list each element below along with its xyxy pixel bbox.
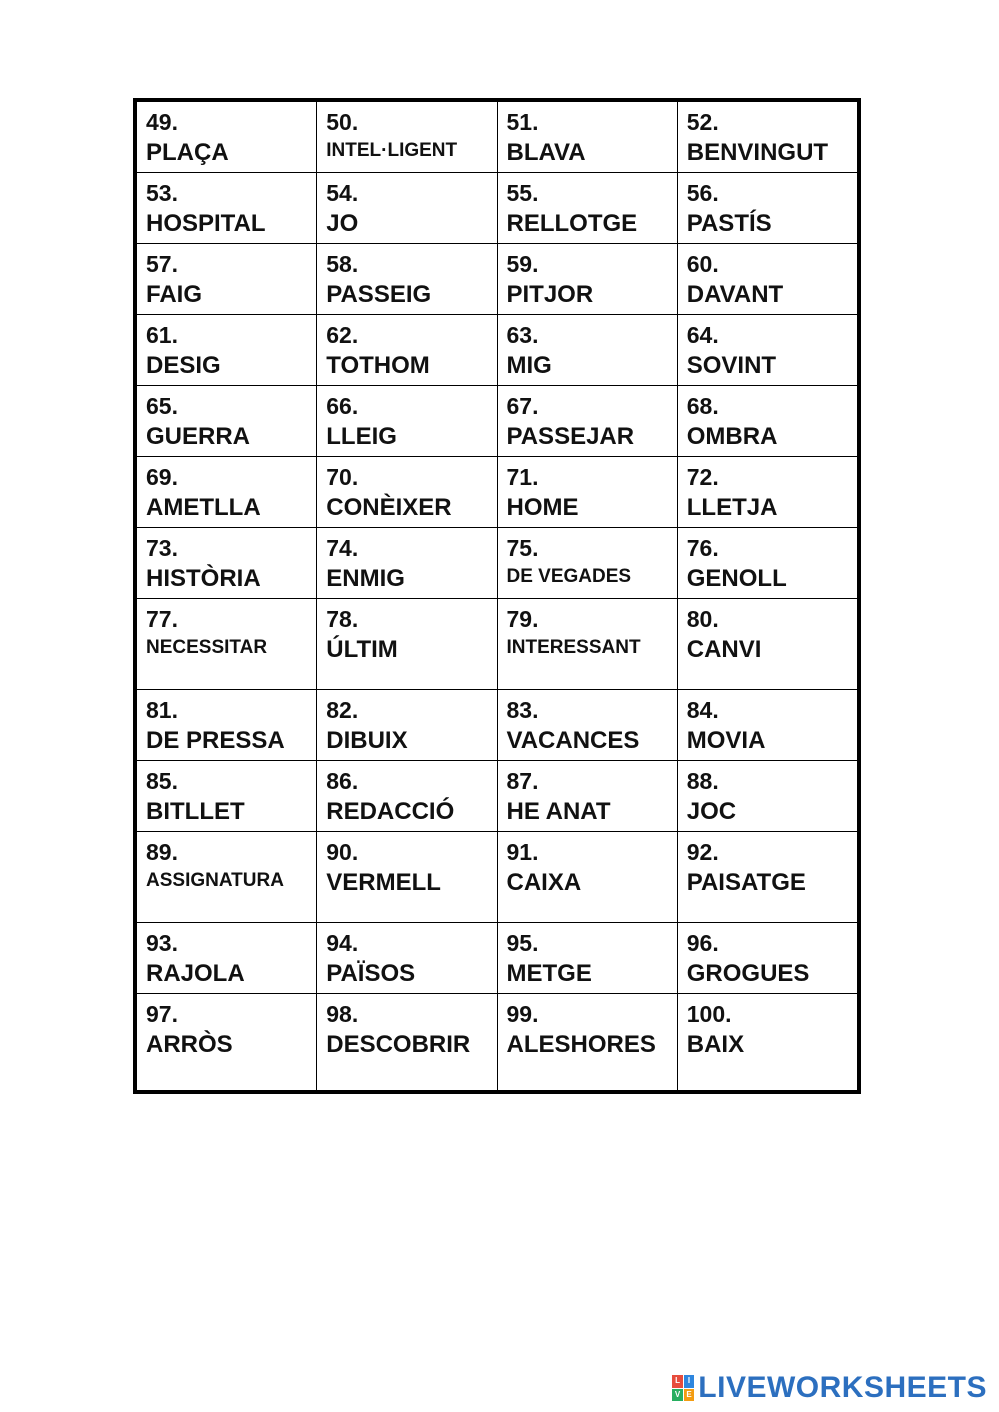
word-cell xyxy=(137,102,317,173)
word-cell xyxy=(137,994,317,1091)
word-number: 96. xyxy=(686,930,719,956)
word-cell xyxy=(317,599,497,690)
word-cell xyxy=(317,102,497,173)
word-number: 81. xyxy=(146,697,178,723)
word-text: HISTÒRIA xyxy=(146,565,261,592)
word-number: 82. xyxy=(326,697,359,723)
word-cell xyxy=(317,994,497,1091)
word-text: BENVINGUT xyxy=(686,139,829,166)
word-cell xyxy=(137,528,317,599)
word-cell xyxy=(317,244,497,315)
word-number: 56. xyxy=(686,180,719,206)
word-table-body xyxy=(137,102,858,1091)
word-number: 60. xyxy=(686,251,719,277)
word-text: DESCOBRIR xyxy=(326,1031,471,1058)
word-number: 97. xyxy=(146,1001,178,1027)
word-number: 98. xyxy=(326,1001,359,1027)
word-number: 63. xyxy=(506,322,539,348)
word-cell xyxy=(317,173,497,244)
table-row xyxy=(137,315,858,386)
word-text: FAIG xyxy=(146,281,203,308)
word-number: 59. xyxy=(506,251,539,277)
word-text: BAIX xyxy=(686,1031,745,1058)
word-text: SOVINT xyxy=(686,352,777,379)
word-cell xyxy=(497,244,677,315)
word-number: 99. xyxy=(506,1001,539,1027)
word-cell xyxy=(497,923,677,994)
word-number: 86. xyxy=(326,768,359,794)
word-text: CANVI xyxy=(686,636,762,663)
word-cell xyxy=(677,690,857,761)
word-number: 65. xyxy=(146,393,178,419)
word-cell xyxy=(497,528,677,599)
word-cell xyxy=(677,386,857,457)
table-row xyxy=(137,690,858,761)
word-cell xyxy=(677,457,857,528)
word-number: 93. xyxy=(146,930,178,956)
word-cell xyxy=(137,386,317,457)
word-cell xyxy=(317,761,497,832)
word-cell xyxy=(497,994,677,1091)
word-text: CONÈIXER xyxy=(326,494,452,521)
word-cell xyxy=(317,690,497,761)
logo-letter: V xyxy=(672,1389,683,1402)
word-text: ENMIG xyxy=(326,565,405,592)
word-number: 52. xyxy=(686,109,719,135)
word-text: RAJOLA xyxy=(146,960,245,987)
word-number: 69. xyxy=(146,464,178,490)
table-row xyxy=(137,173,858,244)
word-cell xyxy=(677,832,857,923)
word-number: 78. xyxy=(326,606,359,632)
word-text: LLETJA xyxy=(686,494,778,521)
word-number: 53. xyxy=(146,180,178,206)
word-number: 66. xyxy=(326,393,359,419)
word-text: TOTHOM xyxy=(326,352,430,379)
word-number: 61. xyxy=(146,322,178,348)
liveworksheets-logo-icon xyxy=(672,1375,694,1401)
word-text: VACANCES xyxy=(506,727,640,754)
table-row xyxy=(137,244,858,315)
word-cell xyxy=(137,832,317,923)
word-number: 76. xyxy=(686,535,719,561)
word-number: 72. xyxy=(686,464,719,490)
word-cell xyxy=(497,386,677,457)
word-number: 75. xyxy=(506,535,539,561)
word-text: INTERESSANT xyxy=(506,637,641,658)
word-text: PAÏSOS xyxy=(326,960,416,987)
word-cell xyxy=(497,102,677,173)
word-number: 89. xyxy=(146,839,178,865)
word-cell xyxy=(317,386,497,457)
word-text: JO xyxy=(326,210,359,237)
word-cell xyxy=(677,761,857,832)
logo-letter: L xyxy=(672,1375,683,1388)
word-cell xyxy=(317,315,497,386)
word-text: PASTÍS xyxy=(686,210,772,237)
word-text: NECESSITAR xyxy=(146,637,268,658)
table-row xyxy=(137,923,858,994)
word-number: 88. xyxy=(686,768,719,794)
word-text: DAVANT xyxy=(686,281,784,308)
word-text: PLAÇA xyxy=(146,139,229,166)
word-text: ÚLTIM xyxy=(326,636,398,663)
word-text: ALESHORES xyxy=(506,1031,656,1058)
word-number: 94. xyxy=(326,930,359,956)
word-number: 70. xyxy=(326,464,359,490)
word-number: 49. xyxy=(146,109,178,135)
word-text: INTEL·LIGENT xyxy=(326,140,458,161)
table-row xyxy=(137,386,858,457)
word-text: PITJOR xyxy=(506,281,594,308)
word-number: 77. xyxy=(146,606,178,632)
word-text: METGE xyxy=(506,960,592,987)
table-row xyxy=(137,528,858,599)
word-text: GENOLL xyxy=(686,565,787,592)
word-text: DE PRESSA xyxy=(146,727,285,754)
word-text: DE VEGADES xyxy=(506,566,632,587)
word-number: 62. xyxy=(326,322,359,348)
word-cell xyxy=(677,528,857,599)
word-number: 80. xyxy=(686,606,719,632)
word-cell xyxy=(497,457,677,528)
word-number: 57. xyxy=(146,251,178,277)
word-cell xyxy=(497,173,677,244)
word-text: JOC xyxy=(686,798,737,825)
word-number: 84. xyxy=(686,697,719,723)
logo-letter: E xyxy=(684,1389,695,1402)
word-number: 68. xyxy=(686,393,719,419)
word-number: 55. xyxy=(506,180,539,206)
word-number: 64. xyxy=(686,322,719,348)
word-cell xyxy=(137,244,317,315)
word-text: PASSEIG xyxy=(326,281,432,308)
word-cell xyxy=(317,923,497,994)
table-row xyxy=(137,599,858,690)
word-text: DESIG xyxy=(146,352,221,379)
word-number: 58. xyxy=(326,251,359,277)
word-number: 67. xyxy=(506,393,539,419)
word-text: HOSPITAL xyxy=(146,210,266,237)
word-cell xyxy=(317,528,497,599)
word-text: PAISATGE xyxy=(686,869,806,896)
word-text: PASSEJAR xyxy=(506,423,635,450)
word-text: HE ANAT xyxy=(506,798,611,825)
word-number: 50. xyxy=(326,109,359,135)
word-number: 74. xyxy=(326,535,359,561)
word-cell xyxy=(137,690,317,761)
word-cell xyxy=(137,173,317,244)
word-text: VERMELL xyxy=(326,869,441,896)
word-number: 79. xyxy=(506,606,539,632)
word-cell xyxy=(497,690,677,761)
word-cell xyxy=(497,832,677,923)
word-text: ARRÒS xyxy=(146,1031,233,1058)
word-text: GUERRA xyxy=(146,423,251,450)
word-text: MOVIA xyxy=(686,727,766,754)
word-cell xyxy=(497,315,677,386)
word-table xyxy=(136,101,858,1091)
word-cell xyxy=(137,457,317,528)
word-text: DIBUIX xyxy=(326,727,408,754)
word-text: MIG xyxy=(506,352,552,379)
word-cell xyxy=(677,315,857,386)
word-number: 73. xyxy=(146,535,178,561)
word-number: 95. xyxy=(506,930,539,956)
brand-name: LIVEWORKSHEETS xyxy=(698,1371,987,1404)
word-cell xyxy=(677,244,857,315)
liveworksheets-footer xyxy=(672,1371,987,1405)
word-number: 51. xyxy=(506,109,539,135)
word-text: AMETLLA xyxy=(146,494,261,521)
table-row xyxy=(137,761,858,832)
word-number: 92. xyxy=(686,839,719,865)
word-cell xyxy=(677,173,857,244)
word-text: REDACCIÓ xyxy=(326,798,455,825)
word-cell xyxy=(317,457,497,528)
word-number: 91. xyxy=(506,839,539,865)
word-number: 54. xyxy=(326,180,359,206)
word-number: 87. xyxy=(506,768,539,794)
word-cell xyxy=(137,315,317,386)
word-text: LLEIG xyxy=(326,423,397,450)
word-text: CAIXA xyxy=(506,869,582,896)
word-cell xyxy=(677,994,857,1091)
word-cell xyxy=(137,599,317,690)
word-text: HOME xyxy=(506,494,579,521)
logo-letter: I xyxy=(684,1375,695,1388)
word-cell xyxy=(137,761,317,832)
word-cell xyxy=(497,599,677,690)
word-number: 83. xyxy=(506,697,539,723)
word-text: BLAVA xyxy=(506,139,586,166)
word-number: 90. xyxy=(326,839,359,865)
word-cell xyxy=(677,599,857,690)
word-number: 100. xyxy=(686,1001,732,1027)
word-text: RELLOTGE xyxy=(506,210,638,237)
table-row xyxy=(137,457,858,528)
word-text: GROGUES xyxy=(686,960,810,987)
word-cell xyxy=(137,923,317,994)
word-cell xyxy=(677,102,857,173)
word-cell xyxy=(497,761,677,832)
word-text: ASSIGNATURA xyxy=(146,870,284,891)
word-text: OMBRA xyxy=(686,423,778,450)
table-row xyxy=(137,832,858,923)
word-number: 71. xyxy=(506,464,539,490)
word-number: 85. xyxy=(146,768,178,794)
word-text: BITLLET xyxy=(146,798,245,825)
word-cell xyxy=(677,923,857,994)
table-row xyxy=(137,102,858,173)
word-table-frame xyxy=(133,98,861,1094)
table-row xyxy=(137,994,858,1091)
word-cell xyxy=(317,832,497,923)
